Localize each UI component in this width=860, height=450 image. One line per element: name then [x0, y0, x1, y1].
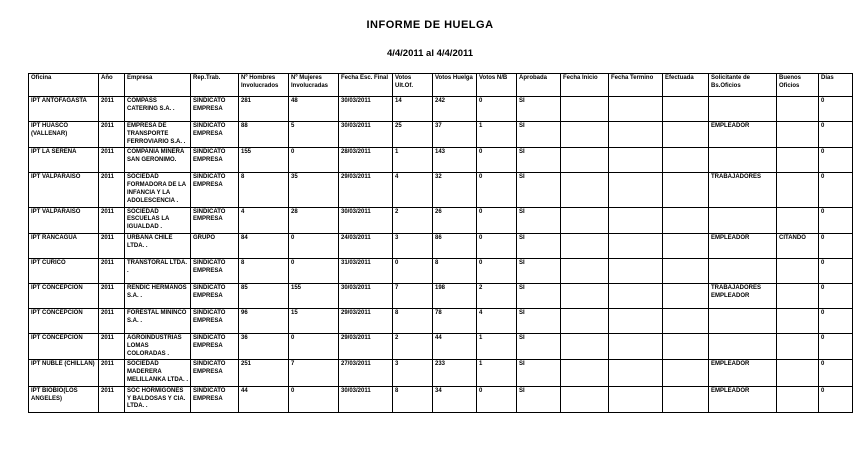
table-cell: 0	[819, 122, 853, 148]
table-cell: 4	[477, 308, 517, 333]
table-cell: 44	[239, 386, 289, 412]
table-cell: 0	[477, 233, 517, 258]
report-title: INFORME DE HUELGA	[366, 19, 494, 31]
table-cell: COMPAÑIA MINERA SAN GERONIMO.	[125, 148, 191, 173]
table-cell: SINDICATO EMPRESA	[191, 386, 239, 412]
table-cell: 2011	[99, 173, 125, 207]
table-cell	[561, 258, 609, 283]
table-cell: SI	[517, 360, 561, 386]
column-header: Votos N/B	[477, 74, 517, 97]
table-cell: 2	[393, 333, 433, 359]
table-cell	[561, 283, 609, 308]
table-cell: 84	[239, 233, 289, 258]
table-cell	[609, 258, 663, 283]
table-cell: 96	[239, 308, 289, 333]
table-row	[29, 308, 853, 333]
table-cell: SI	[517, 283, 561, 308]
table-body	[29, 97, 853, 413]
table-cell: 7	[393, 283, 433, 308]
table-cell: 29/03/2011	[339, 333, 393, 359]
column-header: Nº Mujeres Involucradas	[289, 74, 339, 97]
table-cell: IPT LA SERENA	[29, 148, 99, 173]
table-cell: 0	[477, 173, 517, 207]
table-cell: 5	[289, 122, 339, 148]
table-header	[29, 74, 853, 97]
table-cell: SINDICATO EMPRESA	[191, 308, 239, 333]
table-cell	[609, 308, 663, 333]
table-cell: 78	[433, 308, 477, 333]
table-cell: IPT CONCEPCION	[29, 283, 99, 308]
table-cell: 2011	[99, 122, 125, 148]
table-cell: 30/03/2011	[339, 207, 393, 233]
table-row	[29, 258, 853, 283]
table-cell: 0	[289, 233, 339, 258]
table-row	[29, 173, 853, 207]
table-cell: SINDICATO EMPRESA	[191, 122, 239, 148]
table-row	[29, 283, 853, 308]
table-cell: 8	[393, 386, 433, 412]
table-cell: 14	[393, 97, 433, 122]
table-cell: SI	[517, 233, 561, 258]
table-cell	[663, 148, 709, 173]
table-cell: 0	[477, 386, 517, 412]
table-cell	[663, 386, 709, 412]
table-cell: 30/03/2011	[339, 283, 393, 308]
table-cell: SI	[517, 97, 561, 122]
column-header: Nº Hombres Involucrados	[239, 74, 289, 97]
column-header: Buenos Oficios	[777, 74, 819, 97]
table-cell: SINDICATO EMPRESA	[191, 333, 239, 359]
table-cell: FORESTAL MININCO S.A. .	[125, 308, 191, 333]
table-cell: 0	[819, 360, 853, 386]
table-cell: 34	[433, 386, 477, 412]
table-cell	[609, 122, 663, 148]
table-cell: 2011	[99, 207, 125, 233]
table-cell: 1	[477, 122, 517, 148]
table-cell: SINDICATO EMPRESA	[191, 258, 239, 283]
table-cell: SINDICATO EMPRESA	[191, 360, 239, 386]
table-cell	[709, 333, 777, 359]
table-cell: SOCIEDAD ESCUELAS LA IGUALDAD .	[125, 207, 191, 233]
table-cell: 4	[239, 207, 289, 233]
table-cell: EMPLEADOR	[709, 122, 777, 148]
table-cell: 281	[239, 97, 289, 122]
table-row	[29, 148, 853, 173]
table-cell	[609, 148, 663, 173]
table-cell	[663, 308, 709, 333]
table-cell: IPT BIOBIO(LOS ANGELES)	[29, 386, 99, 412]
table-cell: 0	[477, 207, 517, 233]
table-cell	[609, 233, 663, 258]
table-cell: 0	[477, 258, 517, 283]
column-header: Fecha Termino	[609, 74, 663, 97]
table-cell	[609, 173, 663, 207]
table-cell: RENDIC HERMANOS S.A. .	[125, 283, 191, 308]
table-cell	[561, 360, 609, 386]
table-cell: 2	[477, 283, 517, 308]
table-cell	[663, 333, 709, 359]
table-cell: 30/03/2011	[339, 97, 393, 122]
table-cell: SI	[517, 207, 561, 233]
header-row	[29, 74, 853, 97]
table-cell: SI	[517, 122, 561, 148]
table-cell: IPT VALPARAISO	[29, 207, 99, 233]
table-cell	[663, 97, 709, 122]
table-cell: 0	[289, 386, 339, 412]
table-cell: TRANSTORAL LTDA. .	[125, 258, 191, 283]
table-cell: CITANDO	[777, 233, 819, 258]
table-cell: 2011	[99, 283, 125, 308]
table-cell	[663, 122, 709, 148]
table-cell: 29/03/2011	[339, 308, 393, 333]
table-cell	[777, 207, 819, 233]
table-cell: 28	[289, 207, 339, 233]
table-cell: EMPLEADOR	[709, 386, 777, 412]
table-cell: 26	[433, 207, 477, 233]
table-cell: SI	[517, 173, 561, 207]
table-cell	[777, 148, 819, 173]
table-cell: SI	[517, 258, 561, 283]
table-cell: 8	[239, 258, 289, 283]
table-cell: SI	[517, 148, 561, 173]
table-cell: IPT ÑUBLE (CHILLAN)	[29, 360, 99, 386]
table-cell: 30/03/2011	[339, 122, 393, 148]
table-cell	[609, 207, 663, 233]
table-cell: 2	[393, 207, 433, 233]
table-cell: 0	[289, 258, 339, 283]
table-cell: IPT CONCEPCION	[29, 333, 99, 359]
table-cell: SINDICATO EMPRESA	[191, 173, 239, 207]
table-cell: 0	[819, 97, 853, 122]
table-cell: 0	[819, 173, 853, 207]
table-cell: SINDICATO EMPRESA	[191, 283, 239, 308]
table-cell: 7	[289, 360, 339, 386]
table-cell: 0	[819, 333, 853, 359]
table-cell	[609, 333, 663, 359]
table-cell: 0	[477, 148, 517, 173]
table-cell	[663, 258, 709, 283]
table-cell: 29/03/2011	[339, 173, 393, 207]
table-cell: TRABAJADORES	[709, 173, 777, 207]
table-cell: URBANA CHILE LTDA. .	[125, 233, 191, 258]
table-cell	[709, 148, 777, 173]
table-cell: 24/03/2011	[339, 233, 393, 258]
table-cell: 1	[477, 360, 517, 386]
report-date-range: 4/4/2011 al 4/4/2011	[386, 48, 474, 59]
table-cell: 88	[239, 122, 289, 148]
table-cell	[561, 207, 609, 233]
table-cell: 25	[393, 122, 433, 148]
table-cell: GRUPO	[191, 233, 239, 258]
table-row	[29, 97, 853, 122]
table-cell: 155	[289, 283, 339, 308]
table-cell: SINDICATO EMPRESA	[191, 97, 239, 122]
table-cell: 2011	[99, 148, 125, 173]
table-cell: IPT HUASCO (VALLENAR)	[29, 122, 99, 148]
table-cell: EMPLEADOR	[709, 360, 777, 386]
column-header: Año	[99, 74, 125, 97]
table-cell: 0	[819, 148, 853, 173]
table-cell	[709, 97, 777, 122]
table-cell: 2011	[99, 308, 125, 333]
table-cell: SI	[517, 386, 561, 412]
table-cell: 242	[433, 97, 477, 122]
column-header: Empresa	[125, 74, 191, 97]
table-cell	[777, 173, 819, 207]
table-row	[29, 233, 853, 258]
table-cell	[561, 233, 609, 258]
table-cell: 31/03/2011	[339, 258, 393, 283]
table-cell: 8	[433, 258, 477, 283]
table-cell: 0	[477, 97, 517, 122]
table-cell: 2011	[99, 258, 125, 283]
table-cell: 2011	[99, 386, 125, 412]
column-header: Solicitante de Bs.Oficios	[709, 74, 777, 97]
table-cell: 1	[477, 333, 517, 359]
table-cell	[777, 258, 819, 283]
column-header: Votos Ult.Of.	[393, 74, 433, 97]
table-cell: TRABAJADORES EMPLEADOR	[709, 283, 777, 308]
table-cell: 27/03/2011	[339, 360, 393, 386]
table-cell: 0	[819, 207, 853, 233]
table-cell: 155	[239, 148, 289, 173]
table-cell: SOC HORMIGONES Y BALDOSAS Y CIA. LTDA. .	[125, 386, 191, 412]
table-row	[29, 122, 853, 148]
table-cell	[561, 308, 609, 333]
table-cell	[777, 308, 819, 333]
column-header: Fecha Esc. Final	[339, 74, 393, 97]
table-cell: SI	[517, 333, 561, 359]
table-cell	[709, 258, 777, 283]
table-cell: 0	[289, 148, 339, 173]
table-cell: IPT CONCEPCION	[29, 308, 99, 333]
table-cell	[777, 333, 819, 359]
table-cell	[609, 360, 663, 386]
table-cell: 15	[289, 308, 339, 333]
table-cell: SINDICATO EMPRESA	[191, 148, 239, 173]
column-header: Efectuada	[663, 74, 709, 97]
column-header: Oficina	[29, 74, 99, 97]
table-cell: 1	[393, 148, 433, 173]
table-cell: 0	[819, 258, 853, 283]
table-cell: 8	[393, 308, 433, 333]
table-cell	[709, 308, 777, 333]
table-cell	[609, 386, 663, 412]
table-cell: 233	[433, 360, 477, 386]
table-cell: COMPASS CATERING S.A. .	[125, 97, 191, 122]
table-cell: 0	[819, 233, 853, 258]
table-cell: 32	[433, 173, 477, 207]
table-cell: EMPRESA DE TRANSPORTE FERROVIARIO S.A. .	[125, 122, 191, 148]
table-cell: 8	[239, 173, 289, 207]
table-cell: 85	[239, 283, 289, 308]
column-header: Rep.Trab.	[191, 74, 239, 97]
table-row	[29, 386, 853, 412]
table-cell: 2011	[99, 360, 125, 386]
table-cell	[561, 97, 609, 122]
table-cell: IPT VALPARAISO	[29, 173, 99, 207]
table-cell	[777, 97, 819, 122]
table-cell	[663, 207, 709, 233]
table-cell: SINDICATO EMPRESA	[191, 207, 239, 233]
table-cell: 48	[289, 97, 339, 122]
table-cell	[709, 207, 777, 233]
table-cell: IPT CURICO	[29, 258, 99, 283]
table-cell	[663, 233, 709, 258]
table-cell	[777, 360, 819, 386]
column-header: Votos Huelga	[433, 74, 477, 97]
table-cell: SI	[517, 308, 561, 333]
table-cell: 0	[393, 258, 433, 283]
table-cell	[561, 173, 609, 207]
column-header: Días	[819, 74, 853, 97]
table-cell	[663, 173, 709, 207]
table-cell: 86	[433, 233, 477, 258]
table-cell: 28/03/2011	[339, 148, 393, 173]
column-header: Aprobada	[517, 74, 561, 97]
table-cell: 198	[433, 283, 477, 308]
table-cell	[609, 283, 663, 308]
table-cell: 0	[819, 283, 853, 308]
table-row	[29, 207, 853, 233]
column-header: Fecha Inicio	[561, 74, 609, 97]
strike-report-table	[28, 73, 853, 413]
table-cell: 30/03/2011	[339, 386, 393, 412]
table-cell: 44	[433, 333, 477, 359]
table-cell	[777, 283, 819, 308]
table-cell: IPT RANCAGUA	[29, 233, 99, 258]
table-cell: SOCIEDAD FORMADORA DE LA INFANCIA Y LA ADOLESCENCIA .	[125, 173, 191, 207]
table-cell: AGROINDUSTRIAS LOMAS COLORADAS .	[125, 333, 191, 359]
table-cell: 2011	[99, 333, 125, 359]
table-cell: 3	[393, 360, 433, 386]
table-cell	[777, 122, 819, 148]
table-cell	[663, 283, 709, 308]
table-cell	[561, 386, 609, 412]
table-cell: 143	[433, 148, 477, 173]
table-cell	[663, 360, 709, 386]
table-cell: EMPLEADOR	[709, 233, 777, 258]
table-cell: 35	[289, 173, 339, 207]
table-cell: 37	[433, 122, 477, 148]
table-cell: 0	[819, 308, 853, 333]
table-cell	[777, 386, 819, 412]
table-cell: 0	[289, 333, 339, 359]
table-cell: 3	[393, 233, 433, 258]
table-cell: SOCIEDAD MADERERA MELILLANKA LTDA. .	[125, 360, 191, 386]
table-cell: 36	[239, 333, 289, 359]
table-cell: 251	[239, 360, 289, 386]
table-cell: IPT ANTOFAGASTA	[29, 97, 99, 122]
table-cell	[609, 97, 663, 122]
table-row	[29, 360, 853, 386]
table-row	[29, 333, 853, 359]
table-cell: 2011	[99, 97, 125, 122]
table-cell: 4	[393, 173, 433, 207]
table-cell	[561, 333, 609, 359]
table-cell	[561, 122, 609, 148]
table-cell: 2011	[99, 233, 125, 258]
table-cell	[561, 148, 609, 173]
table-cell: 0	[819, 386, 853, 412]
